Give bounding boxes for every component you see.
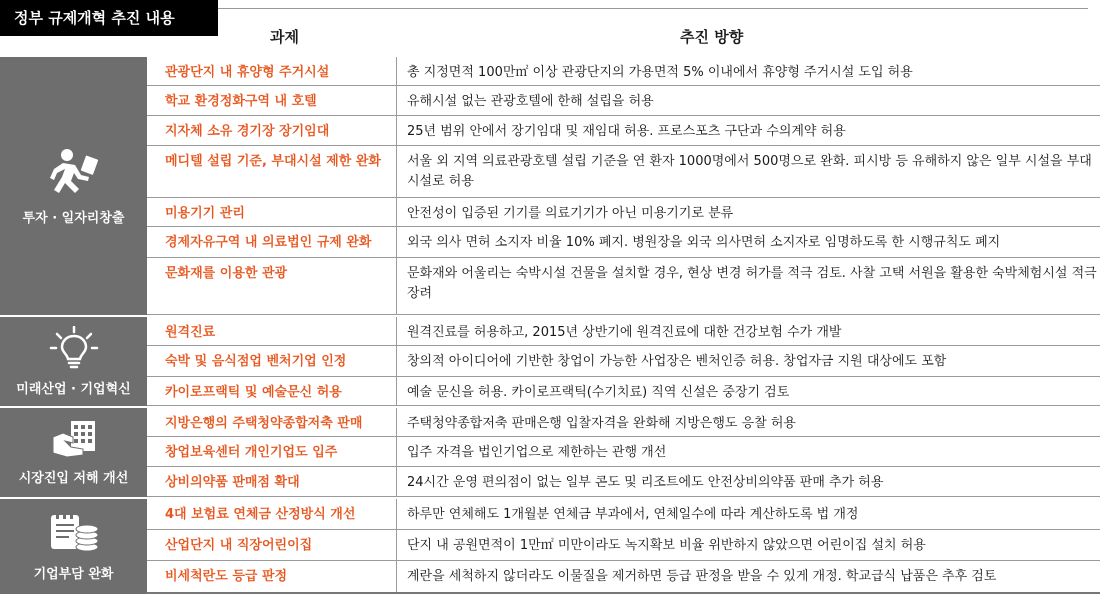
document-coins-icon: [47, 511, 101, 555]
task-cell: 지자체 소유 경기장 장기임대: [147, 116, 397, 145]
task-cell: 관광단지 내 휴양형 주거시설: [147, 57, 397, 85]
task-cell: 창업보육센터 개인기업도 입주: [147, 437, 397, 466]
table-row: [147, 530, 1100, 561]
task-cell: 지방은행의 주택청약종합저축 판매: [147, 408, 397, 436]
task-cell: 숙박 및 음식점업 벤처기업 인정: [147, 346, 397, 376]
task-cell: 카이로프랙틱 및 예술문신 허용: [147, 377, 397, 405]
category-cell: [0, 408, 147, 497]
direction-cell: 문화재와 어울리는 숙박시설 건물을 설치할 경우, 현상 변경 허가를 적극 검토. 사찰 고택 서원을 활용한 숙박체험시설 적극 장려: [407, 266, 1097, 301]
group-market-entry: [0, 406, 1100, 497]
top-divider: [218, 8, 1088, 9]
table-row: [147, 198, 1100, 227]
task-cell: 미용기기 관리: [147, 198, 397, 226]
task-cell: 4대 보험료 연체금 산정방식 개선: [147, 499, 397, 529]
category-label: 투자 · 일자리창출: [22, 210, 125, 226]
table-row: [147, 317, 1100, 346]
table-row: [147, 116, 1100, 146]
task-cell: 학교 환경정화구역 내 호텔: [147, 86, 397, 115]
direction-cell: 총 지정면적 100만㎡ 이상 관광단지의 가용면적 5% 이내에서 휴양형 주거시설 도입 허용: [407, 65, 913, 80]
table-row: [147, 258, 1100, 315]
task-cell: 문화재를 이용한 관광: [147, 258, 397, 314]
lightbulb-icon: [49, 326, 99, 370]
category-cell: [0, 317, 147, 406]
direction-cell: 예술 문신을 허용. 카이로프랙틱(수기치료) 직역 신설은 중장기 검토: [407, 385, 790, 400]
group-future-industry: [0, 315, 1100, 406]
table-row: [147, 346, 1100, 377]
header-task: 과제: [270, 28, 299, 46]
direction-cell: 원격진료를 허용하고, 2015년 상반기에 원격진료에 대한 건강보험 수가 개발: [407, 325, 842, 340]
direction-cell: 창의적 아이디어에 기반한 창업이 가능한 사업장은 벤처인증 허용. 창업자금 지원 대상에도 포함: [407, 354, 947, 369]
direction-cell: 주택청약종합저축 판매은행 입찰자격을 완화해 지방은행도 응찰 허용: [407, 416, 796, 431]
task-cell: 경제자유구역 내 의료법인 규제 완화: [147, 227, 397, 257]
running-person-icon: [45, 147, 103, 199]
table-row: [147, 146, 1100, 198]
task-cell: 원격진료: [147, 317, 397, 345]
table-row: [147, 377, 1100, 406]
category-cell: [0, 499, 147, 594]
task-cell: 산업단지 내 직장어린이집: [147, 530, 397, 560]
direction-cell: 입주 자격을 법인기업으로 제한하는 관행 개선: [407, 445, 667, 460]
category-label: 미래산업 · 기업혁신: [16, 382, 131, 397]
group-business-burden: [0, 497, 1100, 594]
direction-cell: 계란을 세척하지 않더라도 이물질을 제거하면 등급 판정을 받을 수 있게 개정. 학교급식 납품은 추후 검토: [407, 569, 997, 584]
table-row: [147, 437, 1100, 467]
direction-cell: 하루만 연체해도 1개월분 연체금 부과에서, 연체일수에 따라 계산하도록 법 개정: [407, 507, 859, 522]
direction-cell: 유해시설 없는 관광호텔에 한해 설립을 허용: [407, 94, 654, 109]
regulation-table: [0, 57, 1100, 594]
direction-cell: 25년 범위 안에서 장기임대 및 재임대 허용. 프로스포츠 구단과 수의계약 허용: [407, 124, 846, 139]
task-cell: 상비의약품 판매점 확대: [147, 467, 397, 496]
category-label: 기업부담 완화: [33, 567, 114, 582]
task-cell: 메디텔 설립 기준, 부대시설 제한 완화: [147, 146, 397, 197]
direction-cell: 24시간 운영 편의점이 없는 일부 콘도 및 리조트에도 안전상비의약품 판매 추가 허용: [407, 475, 884, 490]
table-row: [147, 57, 1100, 86]
direction-cell: 서울 외 지역 의료관광호텔 설립 기준을 연 환자 1000명에서 500명으로 완화. 피시방 등 유해하지 않은 일부 시설을 부대시설로 허용: [407, 154, 1092, 189]
table-row: [147, 467, 1100, 497]
table-row: [147, 408, 1100, 437]
table-row: [147, 561, 1100, 594]
category-label: 시장진입 저해 개선: [18, 471, 129, 486]
task-cell: 비세척란도 등급 판정: [147, 561, 397, 592]
group-investment: [0, 57, 1100, 315]
header-direction: 추진 방향: [680, 28, 744, 46]
table-row: [147, 86, 1100, 116]
direction-cell: 안전성이 입증된 기기를 의료기기가 아닌 미용기기로 분류: [407, 206, 734, 221]
table-row: [147, 227, 1100, 258]
direction-cell: 단지 내 공원면적이 1만㎡ 미만이라도 녹지확보 비율 위반하지 않았으면 어린이집 설치 허용: [407, 538, 926, 553]
category-cell: [0, 57, 147, 315]
table-row: [147, 499, 1100, 530]
page-title: 정부 규제개혁 추진 내용: [0, 0, 218, 36]
hand-building-icon: [49, 419, 99, 459]
direction-cell: 외국 의사 면허 소지자 비율 10% 폐지. 병원장을 외국 의사면허 소지자로 임명하도록 한 시행규칙도 폐지: [407, 235, 1001, 250]
